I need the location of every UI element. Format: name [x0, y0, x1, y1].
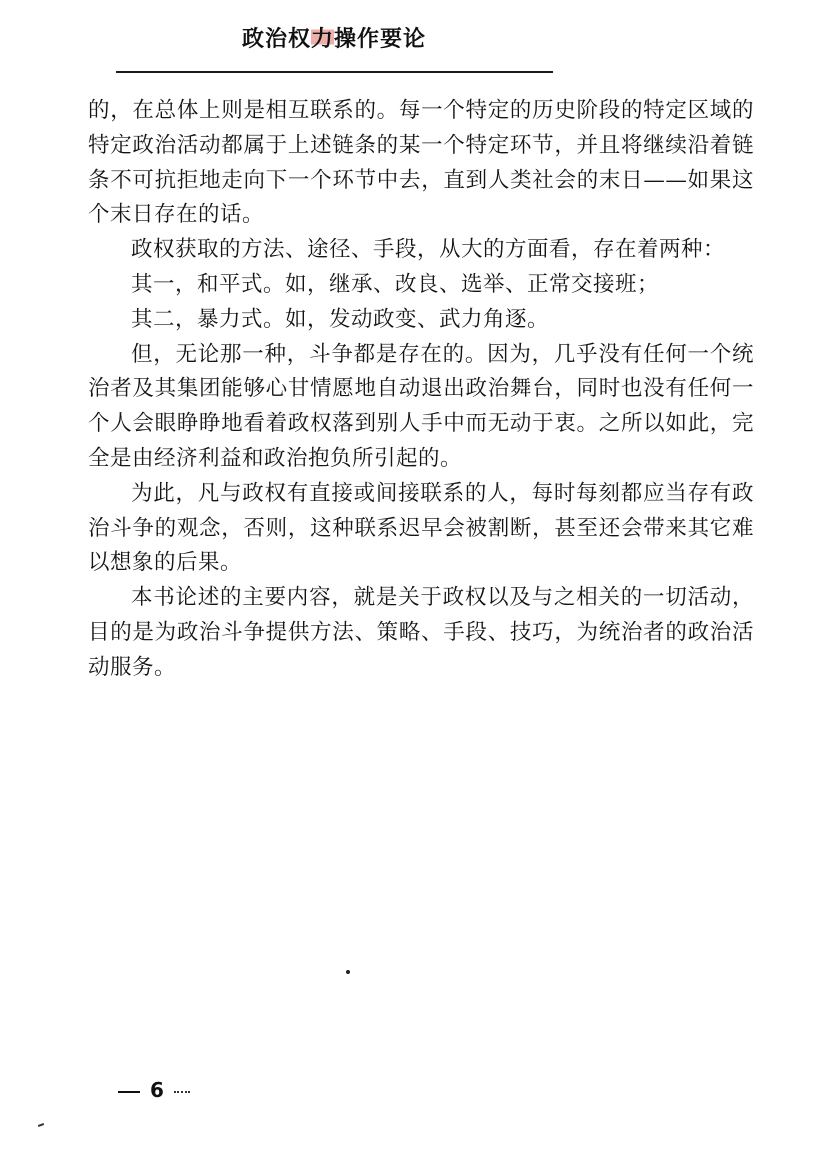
folio-dash — [118, 1091, 140, 1093]
paragraph-continued: 的，在总体上则是相互联系的。每一个特定的历史阶段的特定区域的特定政治活动都属于上述链条的某一个特定环节，并且将继续沿着链条不可抗拒地走向下一个环节中去，直到人类社会的末日——如果这个末日存在的话。 — [88, 98, 754, 228]
title-highlighted-char: 力 — [310, 27, 334, 52]
folio-tail — [174, 1091, 190, 1093]
page-folio — [118, 1078, 190, 1102]
paragraph-book-purpose: 本书论述的主要内容，就是关于政权以及与之相关的一切活动，目的是为政治斗争提供方法、策略、手段、技巧，为统治者的政治活动服务。 — [88, 585, 754, 680]
scan-speck-mark — [38, 1123, 44, 1127]
running-head-title — [118, 22, 550, 53]
title-part-1: 政治权 — [241, 27, 311, 52]
paragraph-struggle: 但，无论那一种，斗争都是存在的。因为，几乎没有任何一个统治者及其集团能够心甘情愿地自动退出政治舞台，同时也没有任何一个人会眼睁睁地看着政权落到别人手中而无动于衷。之所以如此，完全是由经济利益和政治抱负所引起的。 — [88, 341, 754, 471]
scan-speck-dot — [346, 970, 350, 974]
paragraph-violent: 其二，暴力式。如，发动政变、武力角逐。 — [131, 306, 550, 332]
paragraph-awareness: 为此，凡与政权有直接或间接联系的人，每时每刻都应当存有政治斗争的观念，否则，这种联系迟早会被割断，甚至还会带来其它难以想象的后果。 — [88, 480, 754, 576]
header-rule — [116, 71, 553, 73]
body-text — [88, 94, 754, 686]
page-number: 6 — [150, 1078, 164, 1102]
paragraph-methods-intro: 政权获取的方法、途径、手段，从大的方面看，存在着两种： — [131, 237, 726, 263]
title-part-2: 操作要论 — [334, 27, 427, 52]
paragraph-peaceful: 其一，和平式。如，继承、改良、选举、正常交接班； — [131, 271, 660, 297]
